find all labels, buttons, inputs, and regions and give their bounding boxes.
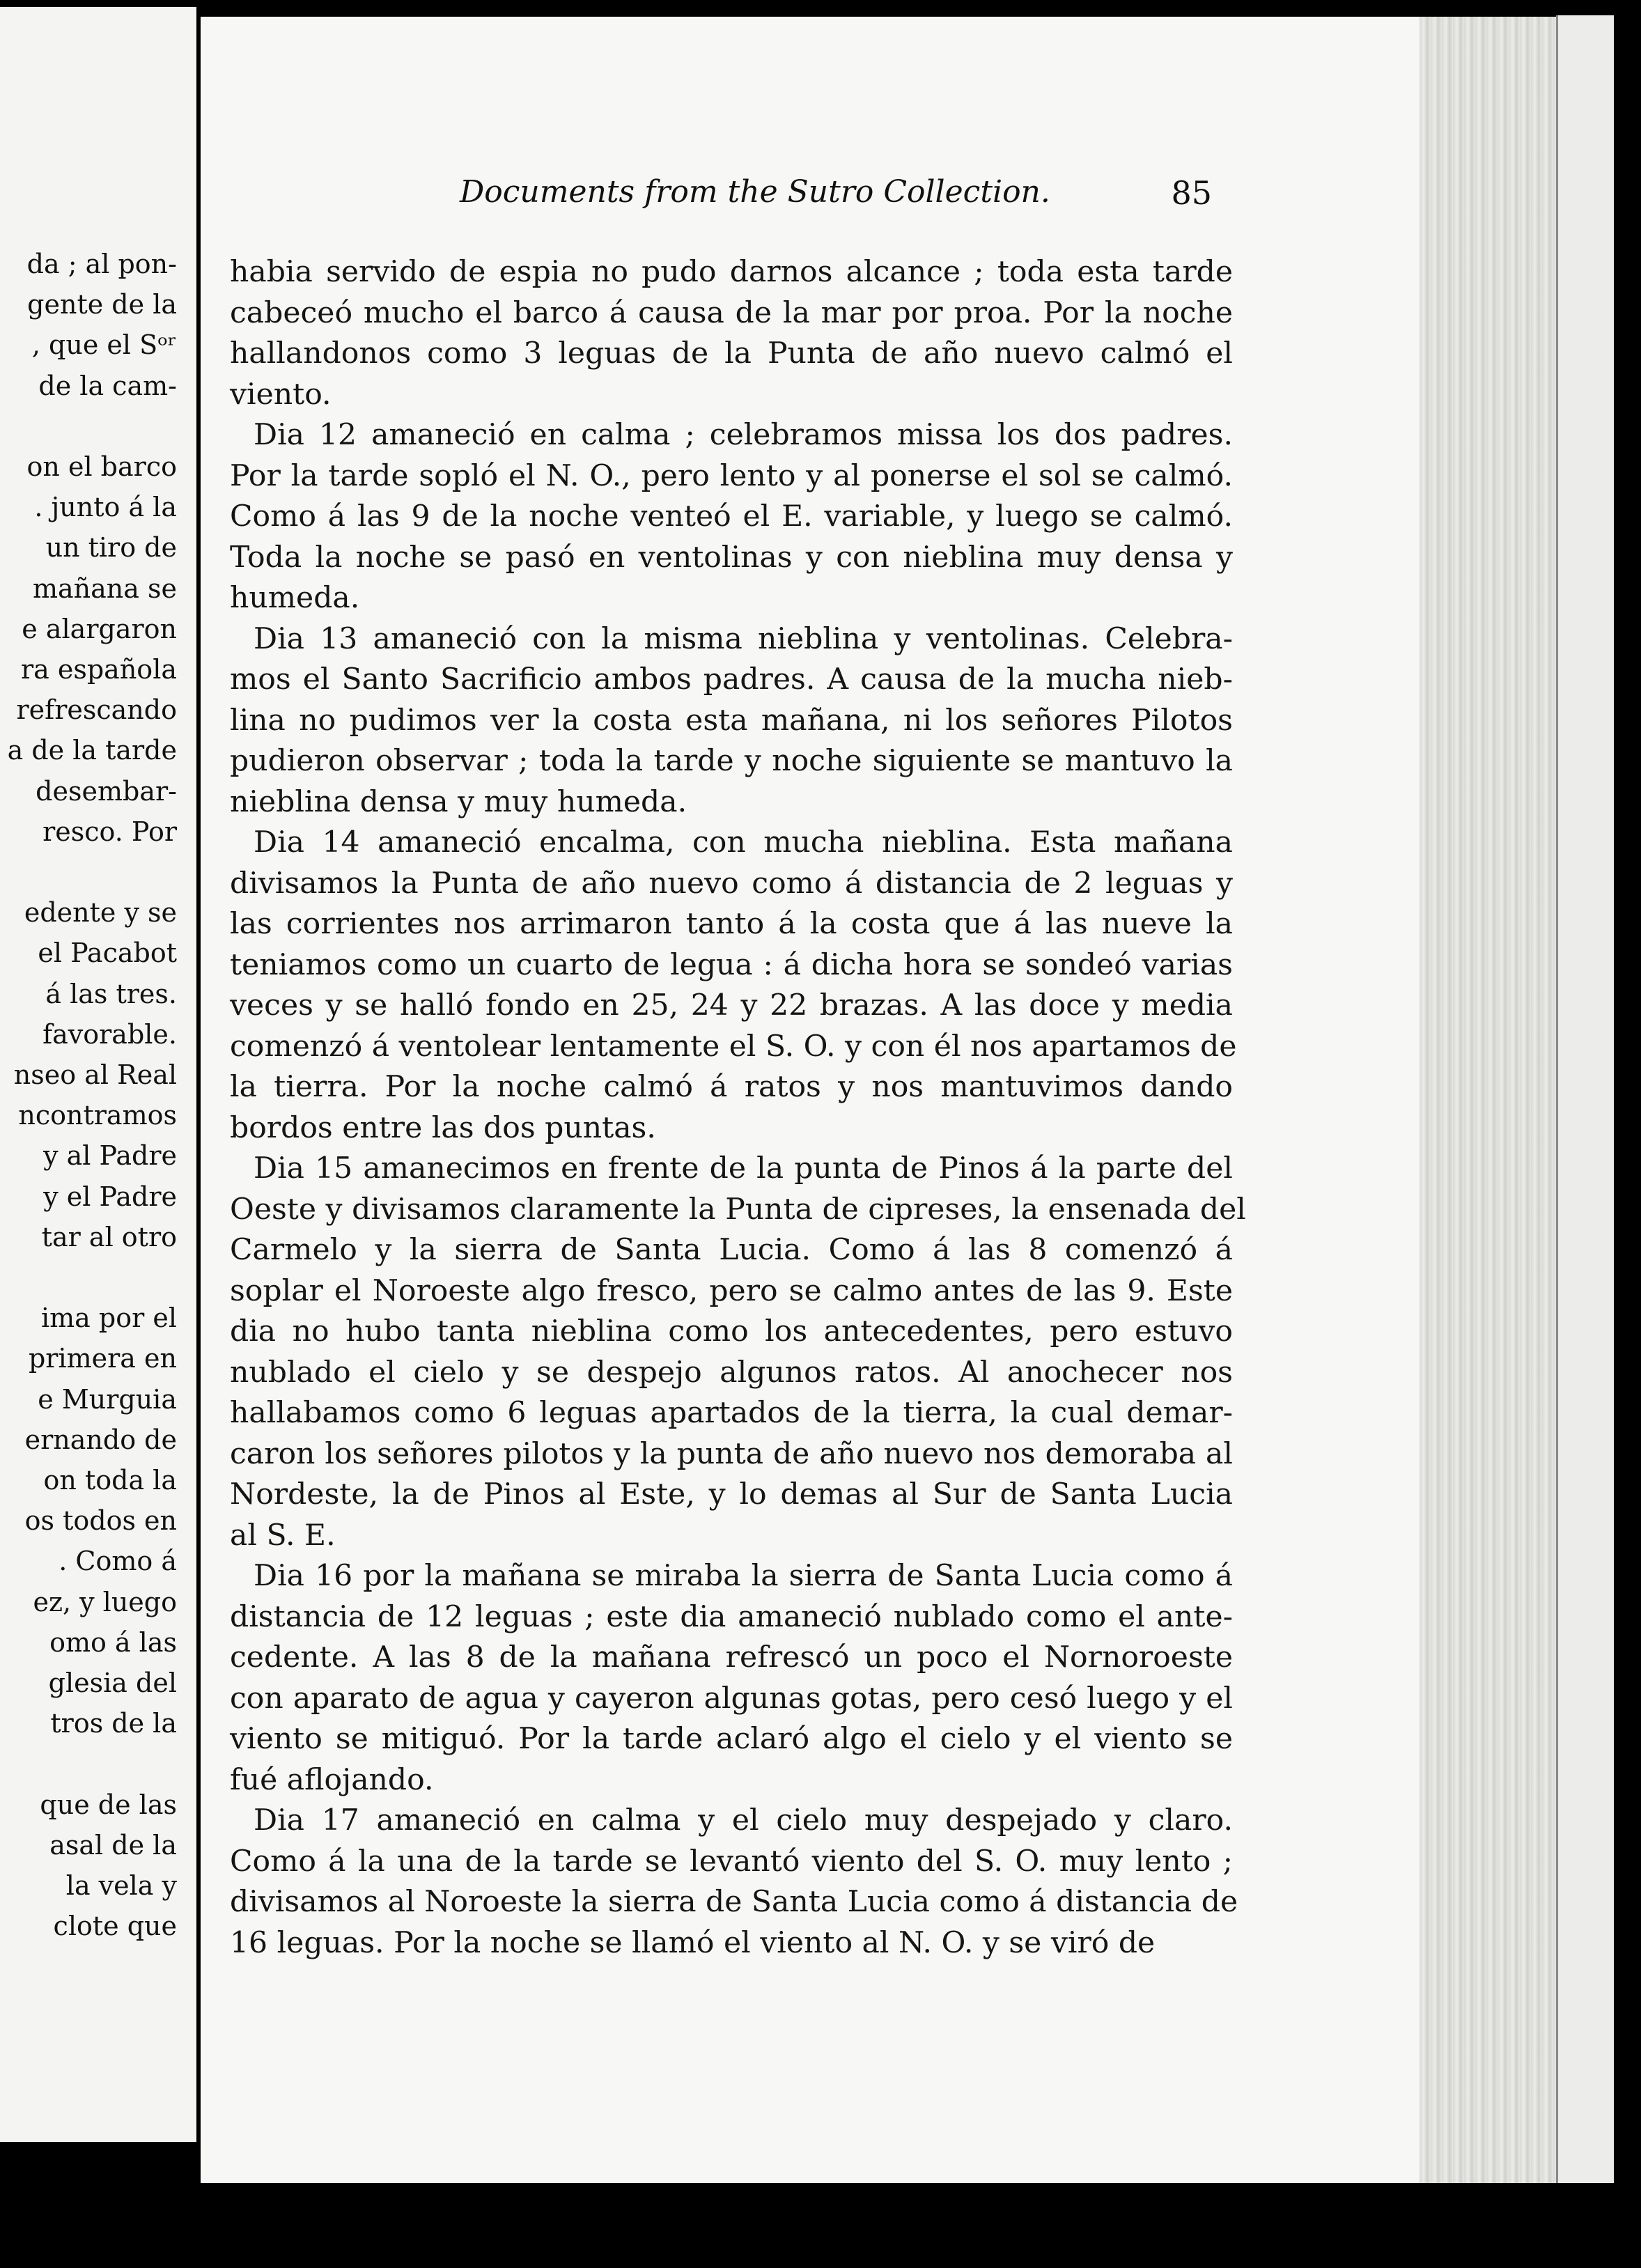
text-line: la tierra. Por la noche calmó á ratos y nos mantuvimos dando [230, 1070, 1233, 1104]
left-page-line: tar al otro [41, 1221, 177, 1252]
left-page-line: y al Padre [43, 1140, 177, 1172]
left-page-line: ima por el [40, 1303, 177, 1334]
text-line: lina no pudimos ver la costa esta mañana, ni los señores Pilotos [230, 703, 1233, 738]
left-page-line: on el barco [26, 451, 177, 482]
left-page-line: asal de la [49, 1829, 177, 1861]
text-line: al S. E. [230, 1518, 336, 1553]
text-line: teniamos como un cuarto de legua : á dicha hora se sondeó varias [230, 947, 1233, 982]
left-page-line: on toda la [43, 1465, 177, 1496]
left-page-line: . Como á [59, 1546, 177, 1577]
text-line: viento. [230, 377, 332, 412]
text-line: cabeceó mucho el barco á causa de la mar por proa. Por la noche [230, 295, 1233, 330]
paragraph [230, 1556, 1233, 1801]
left-page-line: la vela y [65, 1870, 177, 1901]
body-text [230, 252, 1246, 1964]
paragraph [230, 415, 1233, 619]
text-line: veces y se halló fondo en 25, 24 y 22 brazas. A las doce y media [230, 988, 1233, 1023]
text-line: caron los señores pilotos y la punta de año nuevo nos demoraba al [230, 1436, 1233, 1471]
text-line: las corrientes nos arrimaron tanto á la costa que á las nueve la [230, 907, 1233, 941]
left-page-line: favorable. [42, 1018, 177, 1050]
paragraph [230, 619, 1233, 823]
page-number: 85 [1171, 174, 1212, 212]
left-page-line: nseo al Real [13, 1059, 177, 1090]
text-line: distancia de 12 leguas ; este dia amaneció nublado como el ante- [230, 1599, 1233, 1634]
left-page-line: ez, y luego [33, 1586, 177, 1617]
text-line: Por la tarde sopló el N. O., pero lento y al ponerse el sol se calmó. [230, 458, 1233, 493]
page-edges-outer [1556, 15, 1614, 2183]
text-line: Carmelo y la sierra de Santa Lucia. Como á las 8 comenzó á [230, 1233, 1233, 1267]
text-line: habia servido de espia no pudo darnos alcance ; toda esta tarde [230, 255, 1233, 289]
text-line: comenzó á ventolear lentamente el S. O. y con él nos apartamos de [230, 1029, 1237, 1064]
left-page-line: mañana se [32, 573, 177, 604]
left-page-line: que de las [40, 1789, 177, 1820]
text-line: fué aflojando. [230, 1762, 434, 1797]
left-page-line: clote que [53, 1911, 177, 1942]
left-page-line: ernando de [24, 1424, 177, 1455]
text-line: Como á la una de la tarde se levantó viento del S. O. muy lento ; [230, 1844, 1233, 1879]
left-page-line: a de la tarde [7, 735, 177, 766]
text-line: Dia 17 amaneció en calma y el cielo muy despejado y claro. [254, 1803, 1233, 1838]
paragraph [230, 252, 1233, 415]
text-line: 16 leguas. Por la noche se llamó el viento al N. O. y se viró de [230, 1925, 1156, 1960]
left-page-line: primera en [28, 1343, 177, 1374]
left-page-line: os todos en [24, 1505, 177, 1537]
paragraph [230, 1801, 1238, 1964]
text-line: Toda la noche se pasó en ventolinas y con nieblina muy densa y [230, 540, 1233, 575]
text-line: pudieron observar ; toda la tarde y noche siguiente se mantuvo la [230, 744, 1233, 778]
left-page-fragment [0, 7, 196, 2142]
left-page-line: , que el Sᵒʳ [31, 329, 177, 361]
left-page-line: un tiro de [45, 532, 177, 564]
text-line: mos el Santo Sacrificio ambos padres. A causa de la mucha nieb- [230, 662, 1233, 697]
left-page-line: resco. Por [42, 816, 177, 847]
left-page-line: da ; al pon- [26, 249, 177, 279]
text-line: Dia 12 amaneció en calma ; celebramos missa los dos padres. [254, 418, 1233, 452]
left-page-line: e Murguia [38, 1383, 177, 1415]
text-line: Nordeste, la de Pinos al Este, y lo demas al Sur de Santa Lucia [230, 1477, 1233, 1512]
text-line: dia no hubo tanta nieblina como los antecedentes, pero estuvo [230, 1314, 1233, 1349]
text-line: con aparato de agua y cayeron algunas gotas, pero cesó luego y el [230, 1681, 1233, 1716]
text-line: Oeste y divisamos claramente la Punta de cipreses, la ensenada del [230, 1192, 1246, 1227]
left-page-line: e alargaron [22, 613, 177, 644]
left-page-line: á las tres. [45, 978, 177, 1009]
left-page-line: de la cam- [38, 370, 177, 401]
left-page-line: omo á las [49, 1626, 177, 1658]
text-line: viento se mitiguó. Por la tarde aclaró algo el cielo y el viento se [230, 1722, 1233, 1756]
text-line: Como á las 9 de la noche venteó el E. variable, y luego se calmó. [230, 499, 1233, 534]
text-line: cedente. A las 8 de la mañana refrescó un poco el Nornoroeste [230, 1640, 1233, 1675]
text-line: Dia 15 amanecimos en frente de la punta de Pinos á la parte del [254, 1151, 1233, 1186]
left-page-line: el Pacabot [38, 938, 177, 969]
left-page-line: ra española [20, 654, 177, 685]
left-page-line: edente y se [24, 897, 177, 929]
left-page-line: refrescando [16, 694, 177, 726]
paragraph [230, 1149, 1246, 1556]
text-line: Dia 13 amaneció con la misma nieblina y ventolinas. Celebra- [254, 621, 1233, 656]
left-page-line: glesia del [48, 1668, 177, 1698]
left-page-line: tros de la [50, 1708, 177, 1739]
text-line: hallandonos como 3 leguas de la Punta de año nuevo calmó el [230, 336, 1233, 371]
text-line: Dia 14 amaneció encalma, con mucha nieblina. Esta mañana [254, 825, 1233, 860]
text-line: divisamos al Noroeste la sierra de Santa Lucia como á distancia de [230, 1885, 1238, 1919]
text-line: soplar el Noroeste algo fresco, pero se calmo antes de las 9. Este [230, 1273, 1233, 1308]
left-page-line: desembar- [36, 775, 177, 807]
text-line: nieblina densa y muy humeda. [230, 784, 687, 819]
running-header-title: Documents from the Sutro Collection. [460, 174, 1050, 210]
text-line: nublado el cielo y se despejo algunos ratos. Al anochecer nos [230, 1355, 1233, 1390]
text-line: bordos entre las dos puntas. [230, 1110, 656, 1145]
running-header [251, 174, 1212, 223]
text-line: humeda. [230, 581, 360, 615]
text-line: Dia 16 por la mañana se miraba la sierra de Santa Lucia como á [254, 1559, 1233, 1593]
text-line: divisamos la Punta de año nuevo como á distancia de 2 leguas y [230, 866, 1233, 901]
page-edges [1420, 17, 1556, 2183]
left-page-line: ncontramos [18, 1100, 177, 1131]
text-line: hallabamos como 6 leguas apartados de la tierra, la cual demar- [230, 1396, 1233, 1430]
left-page-line: gente de la [27, 289, 177, 320]
left-page-line: y el Padre [43, 1181, 177, 1212]
left-page-line: . junto á la [34, 492, 177, 523]
paragraph [230, 823, 1237, 1149]
